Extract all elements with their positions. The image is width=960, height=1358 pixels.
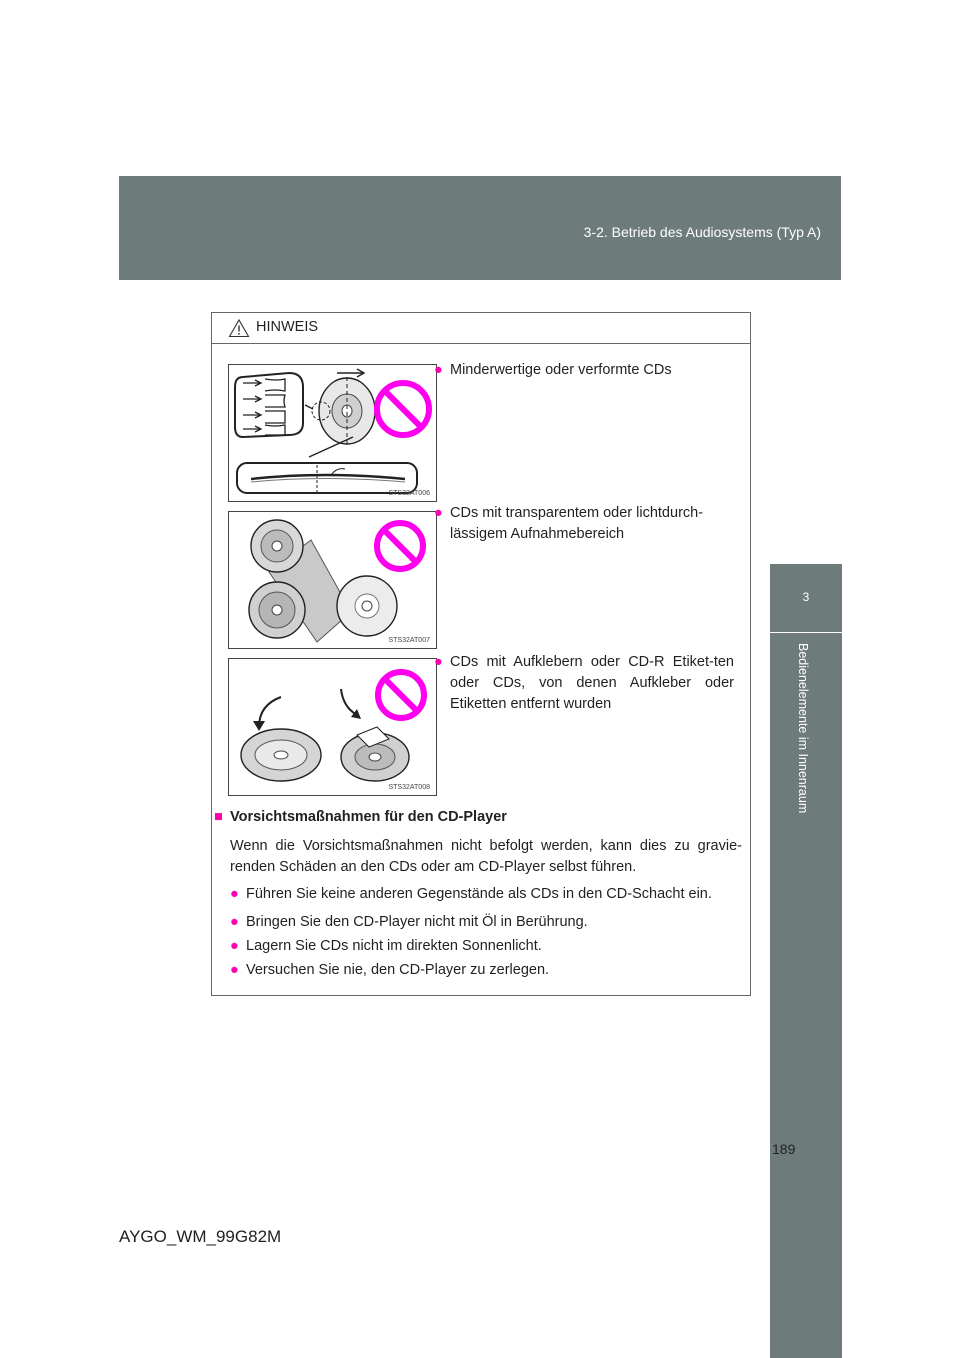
figure-code: STS32AT007 bbox=[388, 637, 430, 644]
chapter-number: 3 bbox=[802, 590, 810, 604]
bullet-icon: ● bbox=[230, 886, 239, 902]
square-bullet-icon: ■ bbox=[214, 809, 223, 825]
figure-code: STS32AT008 bbox=[388, 784, 430, 791]
bullet-icon: ● bbox=[434, 362, 443, 378]
notice-item-3 bbox=[434, 652, 734, 715]
deformed-cd-illustration bbox=[229, 365, 436, 501]
page-number: 189 bbox=[772, 1141, 796, 1157]
transparent-cd-illustration bbox=[229, 512, 436, 648]
notice-item-text: CDs mit Aufklebern oder CD-R Etiket-ten oder CDs, von denen Aufkleber oder Etiketten entfernt wurden bbox=[450, 654, 734, 712]
notice-item-text: CDs mit transparentem oder lichtdurch- lässigem Aufnahmebereich bbox=[450, 505, 704, 542]
precaution-bullet-1: ● Führen Sie keine anderen Gegenstände als CDs in den CD-Schacht ein. bbox=[230, 883, 712, 905]
document-code: AYGO_WM_99G82M bbox=[119, 1227, 282, 1246]
section-paragraph: Wenn die Vorsichtsmaßnahmen nicht befolgt werden, kann dies zu gravie-renden Schäden an den CDs oder am CD-Player selbst führen. bbox=[230, 838, 742, 875]
notice-item-1 bbox=[434, 360, 734, 381]
bullet-icon: ● bbox=[230, 962, 239, 978]
chapter-tab bbox=[770, 564, 842, 632]
bullet-icon: ● bbox=[230, 938, 239, 954]
notice-item-2 bbox=[434, 503, 734, 545]
notice-box bbox=[211, 312, 751, 996]
page-header bbox=[119, 176, 841, 280]
figure-label-cd bbox=[228, 658, 437, 796]
precaution-bullet-3: ● Lagern Sie CDs nicht im direkten Sonnenlicht. bbox=[230, 935, 542, 957]
header-title: 3-2. Betrieb des Audiosystems (Typ A) bbox=[583, 224, 821, 240]
bullet-icon: ● bbox=[230, 914, 239, 930]
figure-transparent-cd bbox=[228, 511, 437, 649]
chapter-label: Bedienelemente im Innenraum bbox=[796, 643, 810, 814]
notice-item-text: Minderwertige oder verformte CDs bbox=[450, 362, 672, 378]
warning-triangle-icon bbox=[228, 318, 250, 338]
notice-header bbox=[212, 313, 750, 344]
notice-title: HINWEIS bbox=[256, 319, 319, 335]
section-heading bbox=[214, 809, 507, 825]
precaution-bullet-2: ● Bringen Sie den CD-Player nicht mit Öl in Berührung. bbox=[230, 911, 588, 933]
precaution-bullet-4: ● Versuchen Sie nie, den CD-Player zu zerlegen. bbox=[230, 959, 549, 981]
figure-code: STS32AT006 bbox=[388, 490, 430, 497]
section-title: Vorsichtsmaßnahmen für den CD-Player bbox=[230, 809, 507, 825]
bullet-icon: ● bbox=[434, 505, 443, 521]
label-cd-illustration bbox=[229, 659, 436, 795]
figure-deformed-cd bbox=[228, 364, 437, 502]
bullet-icon: ● bbox=[434, 654, 443, 670]
